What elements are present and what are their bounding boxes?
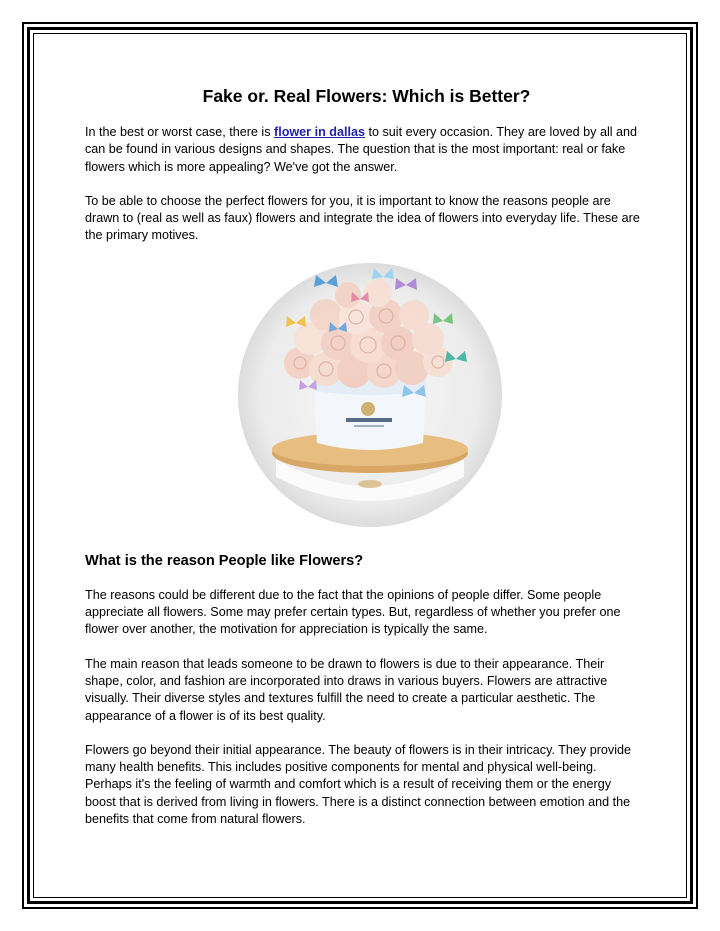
- page-title: Fake or. Real Flowers: Which is Better?: [202, 86, 531, 106]
- intro-text-before: In the best or worst case, there is: [85, 125, 274, 139]
- paragraph-appearance: The main reason that leads someone to be drawn to flowers is due to their appearance. Their shape, color, and fashion are incorporated into draws in various buyers. Flowers are attractive visually. Their diverse styles and textures fulfill the need to create a particular aesthetic. The appearance of a flower is of its best quality.: [85, 656, 608, 723]
- section-heading: What is the reason People like Flowers?: [85, 552, 364, 569]
- flower-box-image: [238, 263, 502, 527]
- document-content: [85, 84, 640, 828]
- flower-in-dallas-link[interactable]: flower in dallas: [274, 125, 365, 139]
- intro-paragraph: [85, 124, 640, 176]
- intro-text-after: to suit every occasion. They are loved by all and can be found in various designs and shapes. The question that is the most important: real or fake flowers which is more appealing? We've got the answer.: [85, 125, 638, 174]
- paragraph-reasons: The reasons could be different due to the fact that the opinions of people differ. Some people appreciate all flowers. Some may prefer certain types. But, regardless of whether you prefer one flower over another, the motivation for appreciation is typically the same.: [85, 587, 621, 637]
- paragraph-benefits: Flowers go beyond their initial appearance. The beauty of flowers is in their intricacy. They provide many health benefits. This includes positive components for mental and physical well-being. Perhaps it's the feeling of warmth and comfort which is a result of receiving them or the energy boost that is derived from living in flowers. There is a distinct connection between emotion and the benefits that come from natural flowers.: [85, 742, 632, 827]
- paragraph-motives: To be able to choose the perfect flowers for you, it is important to know the reasons people are drawn to (real as well as faux) flowers and integrate the idea of flowers into everyday life. These are the primary motives.: [85, 193, 640, 243]
- image-container: [85, 263, 640, 533]
